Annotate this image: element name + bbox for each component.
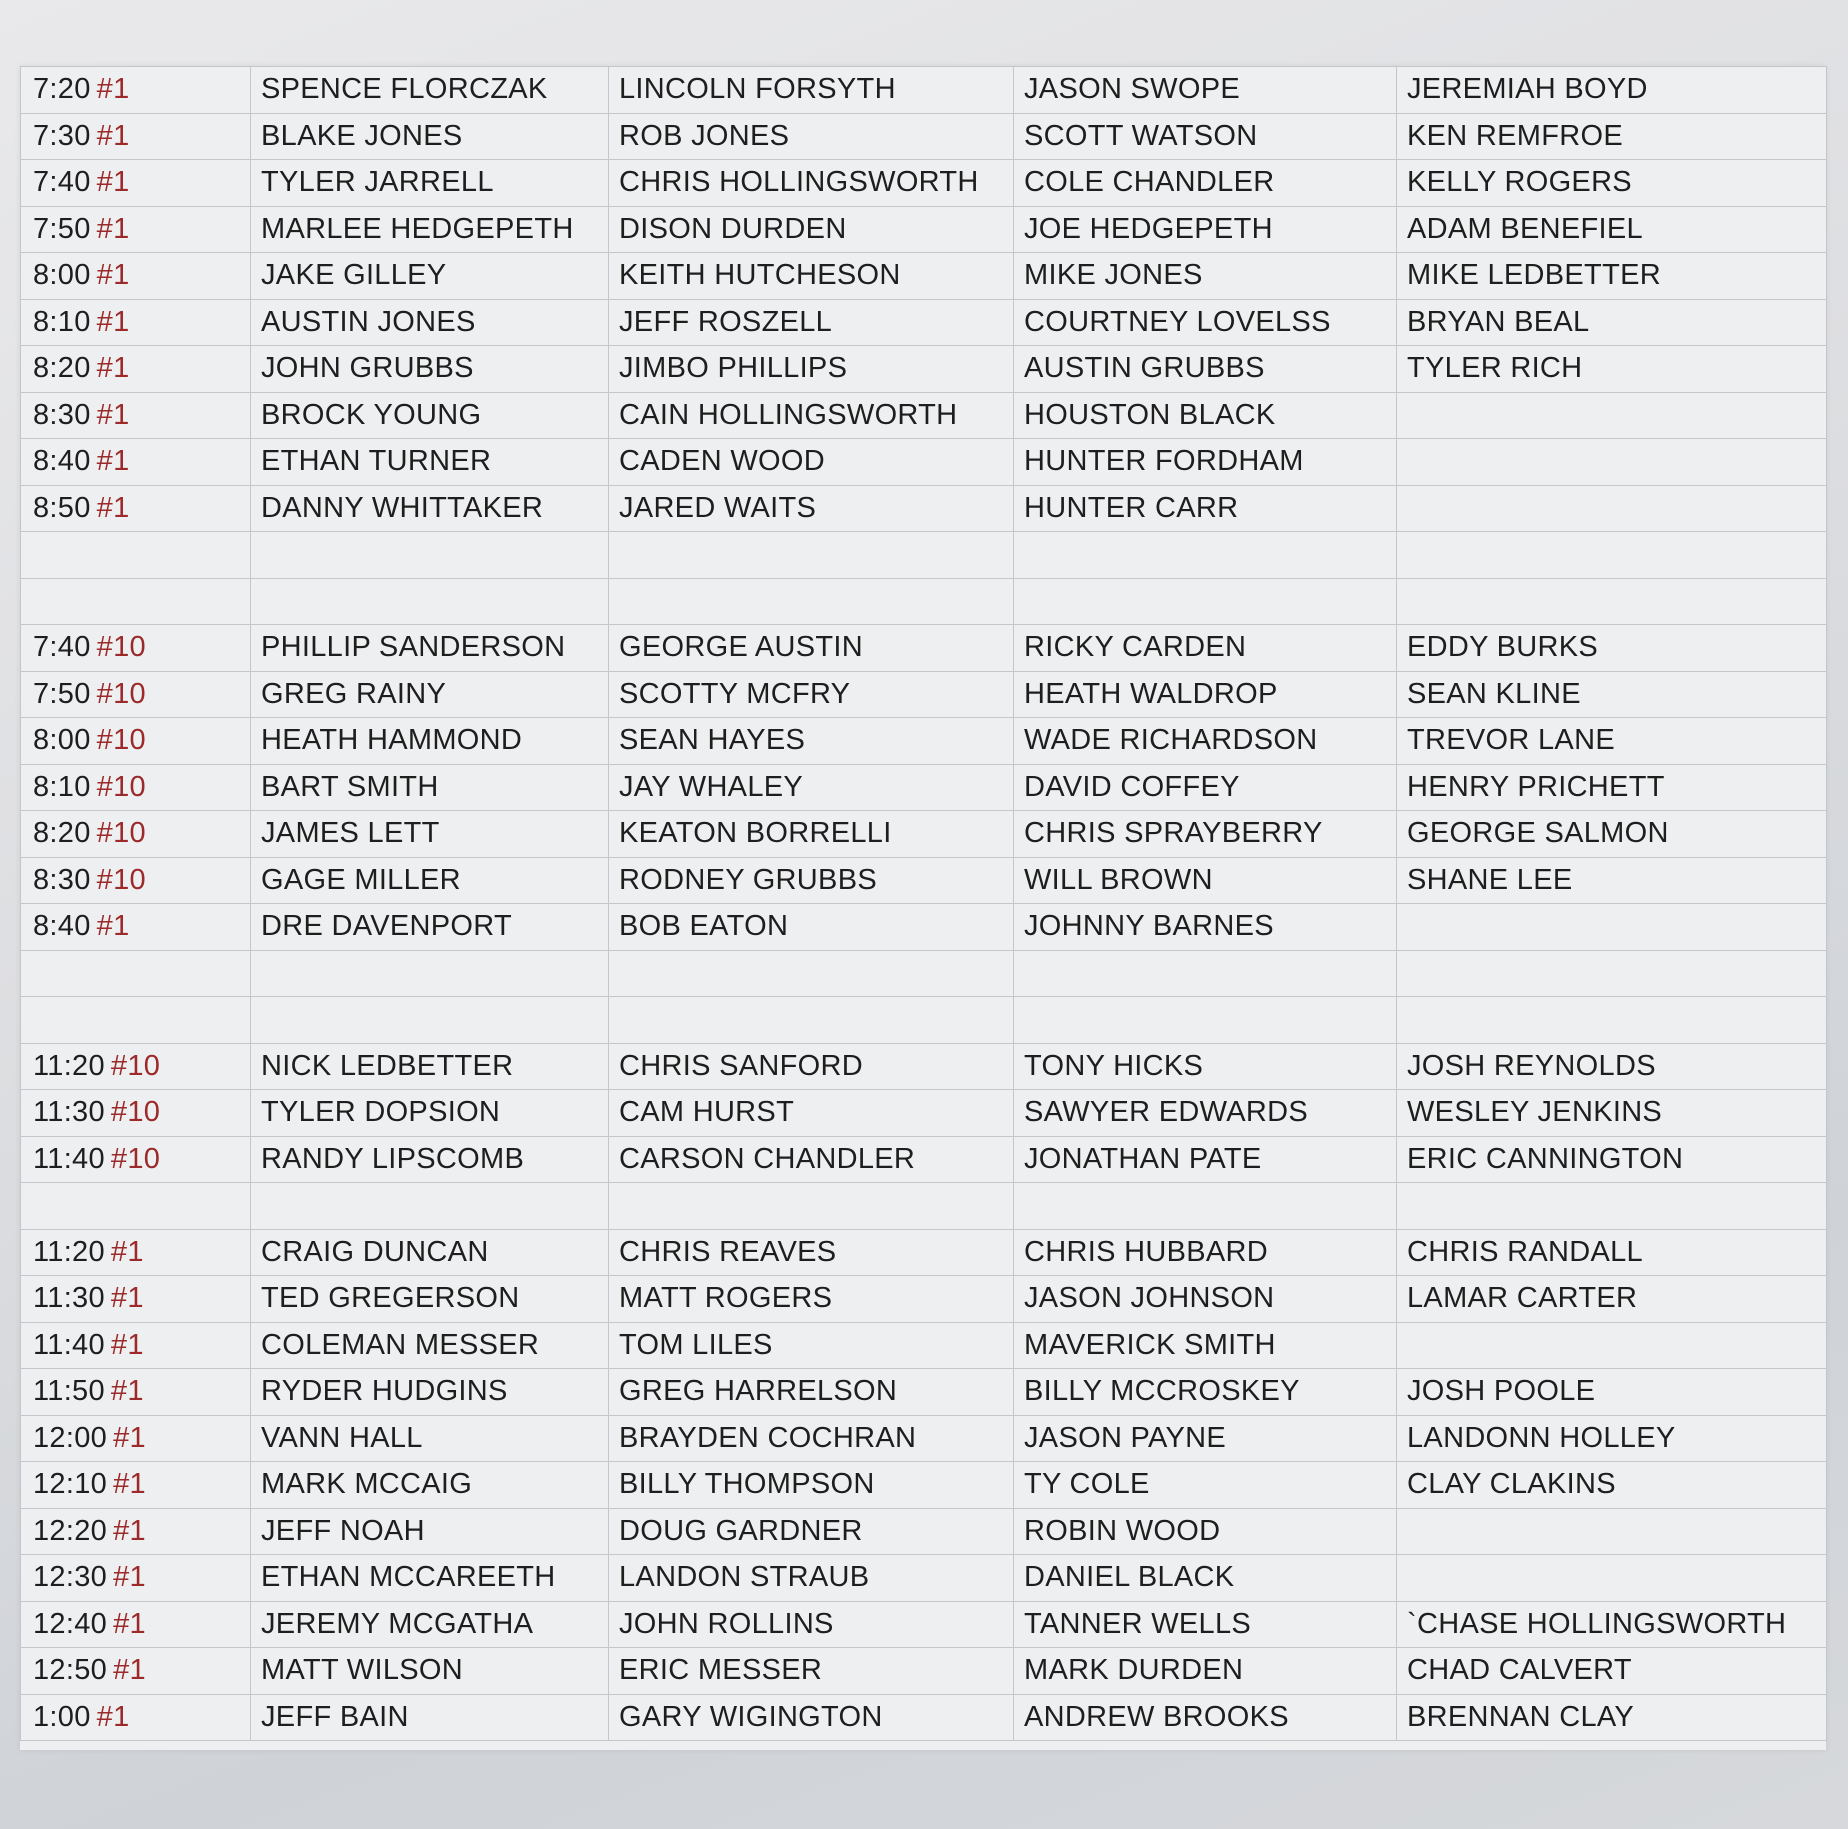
- tee-time: 7:40: [33, 631, 91, 664]
- player-name-4: CHRIS RANDALL: [1397, 1229, 1827, 1276]
- blank-row: [21, 997, 1827, 1044]
- tee-time-cell: [21, 625, 251, 672]
- player-name-1: GREG RAINY: [251, 671, 609, 718]
- player-name-4: [1397, 1555, 1827, 1602]
- starting-hole: #1: [96, 352, 130, 385]
- player-name-2: RODNEY GRUBBS: [609, 857, 1014, 904]
- tee-time-cell: [21, 299, 251, 346]
- tee-time: 12:20: [33, 1514, 108, 1547]
- player-name-1: NICK LEDBETTER: [251, 1043, 609, 1090]
- tee-time: 8:30: [33, 863, 91, 896]
- tee-time-row: [21, 485, 1827, 532]
- blank-row: [21, 950, 1827, 997]
- player-name-3: RICKY CARDEN: [1014, 625, 1397, 672]
- tee-time-row: [21, 1090, 1827, 1137]
- player-name-4: [1397, 904, 1827, 951]
- tee-time-cell: [21, 811, 251, 858]
- player-name-2: CARSON CHANDLER: [609, 1136, 1014, 1183]
- tee-time: 12:10: [33, 1468, 108, 1501]
- tee-time-row: [21, 299, 1827, 346]
- starting-hole: #1: [110, 1328, 144, 1361]
- player-name-2: SCOTTY MCFRY: [609, 671, 1014, 718]
- player-name-1: COLEMAN MESSER: [251, 1322, 609, 1369]
- blank-cell: [21, 997, 251, 1044]
- player-name-1: BLAKE JONES: [251, 113, 609, 160]
- tee-time-row: [21, 346, 1827, 393]
- tee-time-cell: [21, 671, 251, 718]
- starting-hole: #10: [110, 1049, 161, 1082]
- player-name-2: BOB EATON: [609, 904, 1014, 951]
- starting-hole: #1: [96, 212, 130, 245]
- player-name-3: MIKE JONES: [1014, 253, 1397, 300]
- blank-cell: [609, 997, 1014, 1044]
- player-name-3: JASON PAYNE: [1014, 1415, 1397, 1462]
- starting-hole: #1: [96, 445, 130, 478]
- player-name-1: JOHN GRUBBS: [251, 346, 609, 393]
- player-name-4: [1397, 1508, 1827, 1555]
- player-name-4: SHANE LEE: [1397, 857, 1827, 904]
- tee-time-cell: [21, 1043, 251, 1090]
- player-name-1: GAGE MILLER: [251, 857, 609, 904]
- starting-hole: #1: [96, 259, 130, 292]
- tee-time: 7:50: [33, 677, 91, 710]
- tee-time: 8:00: [33, 724, 91, 757]
- tee-time-cell: [21, 718, 251, 765]
- blank-cell: [1014, 532, 1397, 579]
- tee-time-cell: [21, 1369, 251, 1416]
- starting-hole: #10: [96, 817, 146, 850]
- tee-time-row: [21, 1136, 1827, 1183]
- blank-cell: [609, 950, 1014, 997]
- player-name-2: ERIC MESSER: [609, 1648, 1014, 1695]
- player-name-2: SEAN HAYES: [609, 718, 1014, 765]
- player-name-4: [1397, 392, 1827, 439]
- player-name-3: BILLY MCCROSKEY: [1014, 1369, 1397, 1416]
- tee-time: 7:20: [33, 73, 91, 106]
- tee-time-cell: [21, 485, 251, 532]
- player-name-2: MATT ROGERS: [609, 1276, 1014, 1323]
- tee-time-row: [21, 206, 1827, 253]
- tee-time-row: [21, 857, 1827, 904]
- tee-time-row: [21, 1369, 1827, 1416]
- tee-time-row: [21, 811, 1827, 858]
- tee-time-cell: [21, 1276, 251, 1323]
- player-name-4: HENRY PRICHETT: [1397, 764, 1827, 811]
- blank-cell: [21, 578, 251, 625]
- player-name-4: [1397, 485, 1827, 532]
- player-name-1: TYLER JARRELL: [251, 160, 609, 207]
- player-name-3: TY COLE: [1014, 1462, 1397, 1509]
- blank-cell: [1014, 1183, 1397, 1230]
- tee-time: 11:20: [33, 1235, 105, 1268]
- player-name-2: KEITH HUTCHESON: [609, 253, 1014, 300]
- tee-time-row: [21, 1462, 1827, 1509]
- player-name-2: CAM HURST: [609, 1090, 1014, 1137]
- blank-cell: [251, 578, 609, 625]
- tee-time-row: [21, 253, 1827, 300]
- tee-time-cell: [21, 206, 251, 253]
- tee-time-cell: [21, 764, 251, 811]
- tee-time-cell: [21, 1508, 251, 1555]
- tee-time-table: [20, 66, 1827, 1741]
- player-name-3: CHRIS HUBBARD: [1014, 1229, 1397, 1276]
- player-name-4: ADAM BENEFIEL: [1397, 206, 1827, 253]
- player-name-3: HUNTER CARR: [1014, 485, 1397, 532]
- player-name-1: RYDER HUDGINS: [251, 1369, 609, 1416]
- player-name-4: CHAD CALVERT: [1397, 1648, 1827, 1695]
- player-name-1: JEFF BAIN: [251, 1694, 609, 1741]
- tee-time-cell: [21, 1555, 251, 1602]
- tee-time-row: [21, 1322, 1827, 1369]
- player-name-1: MARK MCCAIG: [251, 1462, 609, 1509]
- starting-hole: #1: [113, 1514, 146, 1547]
- tee-time-cell: [21, 113, 251, 160]
- tee-time-cell: [21, 1462, 251, 1509]
- player-name-1: BART SMITH: [251, 764, 609, 811]
- blank-row: [21, 578, 1827, 625]
- player-name-1: VANN HALL: [251, 1415, 609, 1462]
- tee-time: 11:30: [33, 1096, 105, 1129]
- starting-hole: #1: [96, 305, 130, 338]
- player-name-4: TREVOR LANE: [1397, 718, 1827, 765]
- tee-time: 11:20: [33, 1049, 105, 1082]
- tee-time-row: [21, 67, 1827, 114]
- tee-time-row: [21, 718, 1827, 765]
- blank-cell: [1397, 950, 1827, 997]
- tee-time: 12:50: [33, 1654, 108, 1687]
- player-name-3: DAVID COFFEY: [1014, 764, 1397, 811]
- player-name-1: ETHAN TURNER: [251, 439, 609, 486]
- player-name-3: MAVERICK SMITH: [1014, 1322, 1397, 1369]
- tee-time: 8:50: [33, 491, 91, 524]
- blank-cell: [609, 578, 1014, 625]
- starting-hole: #1: [110, 1282, 144, 1315]
- player-name-1: BROCK YOUNG: [251, 392, 609, 439]
- tee-time: 7:50: [33, 212, 91, 245]
- player-name-3: JASON SWOPE: [1014, 67, 1397, 114]
- tee-time-row: [21, 625, 1827, 672]
- blank-cell: [21, 532, 251, 579]
- player-name-4: TYLER RICH: [1397, 346, 1827, 393]
- starting-hole: #1: [96, 119, 130, 152]
- player-name-1: JAMES LETT: [251, 811, 609, 858]
- tee-time-cell: [21, 392, 251, 439]
- player-name-3: AUSTIN GRUBBS: [1014, 346, 1397, 393]
- blank-cell: [609, 532, 1014, 579]
- blank-cell: [1014, 997, 1397, 1044]
- starting-hole: #10: [110, 1142, 161, 1175]
- printed-sheet: [20, 66, 1826, 1750]
- tee-time-row: [21, 1648, 1827, 1695]
- starting-hole: #1: [96, 910, 130, 943]
- player-name-2: GARY WIGINGTON: [609, 1694, 1014, 1741]
- tee-time-row: [21, 1694, 1827, 1741]
- starting-hole: #1: [110, 1235, 144, 1268]
- player-name-2: CHRIS REAVES: [609, 1229, 1014, 1276]
- player-name-3: SAWYER EDWARDS: [1014, 1090, 1397, 1137]
- player-name-4: EDDY BURKS: [1397, 625, 1827, 672]
- tee-time-row: [21, 1555, 1827, 1602]
- player-name-4: CLAY CLAKINS: [1397, 1462, 1827, 1509]
- player-name-3: HUNTER FORDHAM: [1014, 439, 1397, 486]
- player-name-1: PHILLIP SANDERSON: [251, 625, 609, 672]
- player-name-1: DRE DAVENPORT: [251, 904, 609, 951]
- player-name-1: TED GREGERSON: [251, 1276, 609, 1323]
- player-name-2: TOM LILES: [609, 1322, 1014, 1369]
- player-name-1: TYLER DOPSION: [251, 1090, 609, 1137]
- blank-cell: [1397, 532, 1827, 579]
- starting-hole: #1: [113, 1468, 146, 1501]
- starting-hole: #1: [96, 1700, 130, 1733]
- starting-hole: #10: [110, 1096, 161, 1129]
- player-name-3: ANDREW BROOKS: [1014, 1694, 1397, 1741]
- player-name-4: BRYAN BEAL: [1397, 299, 1827, 346]
- player-name-3: HEATH WALDROP: [1014, 671, 1397, 718]
- player-name-4: SEAN KLINE: [1397, 671, 1827, 718]
- blank-cell: [609, 1183, 1014, 1230]
- tee-time: 11:40: [33, 1328, 105, 1361]
- player-name-2: BRAYDEN COCHRAN: [609, 1415, 1014, 1462]
- player-name-4: BRENNAN CLAY: [1397, 1694, 1827, 1741]
- tee-time: 8:10: [33, 305, 91, 338]
- player-name-4: WESLEY JENKINS: [1397, 1090, 1827, 1137]
- tee-time-cell: [21, 857, 251, 904]
- tee-time-cell: [21, 1601, 251, 1648]
- tee-time-row: [21, 1229, 1827, 1276]
- player-name-3: WADE RICHARDSON: [1014, 718, 1397, 765]
- player-name-3: JOHNNY BARNES: [1014, 904, 1397, 951]
- player-name-4: [1397, 1322, 1827, 1369]
- starting-hole: #10: [96, 863, 146, 896]
- player-name-4: JOSH REYNOLDS: [1397, 1043, 1827, 1090]
- player-name-3: COLE CHANDLER: [1014, 160, 1397, 207]
- player-name-4: LANDONN HOLLEY: [1397, 1415, 1827, 1462]
- tee-time-row: [21, 392, 1827, 439]
- player-name-2: BILLY THOMPSON: [609, 1462, 1014, 1509]
- player-name-1: JEFF NOAH: [251, 1508, 609, 1555]
- player-name-3: JONATHAN PATE: [1014, 1136, 1397, 1183]
- player-name-2: DOUG GARDNER: [609, 1508, 1014, 1555]
- starting-hole: #1: [110, 1375, 144, 1408]
- player-name-1: CRAIG DUNCAN: [251, 1229, 609, 1276]
- player-name-2: CHRIS SANFORD: [609, 1043, 1014, 1090]
- tee-time: 8:40: [33, 445, 91, 478]
- tee-time-cell: [21, 904, 251, 951]
- starting-hole: #10: [96, 724, 146, 757]
- tee-time: 8:30: [33, 398, 91, 431]
- blank-cell: [251, 532, 609, 579]
- player-name-1: ETHAN MCCAREETH: [251, 1555, 609, 1602]
- tee-time-cell: [21, 1136, 251, 1183]
- starting-hole: #1: [113, 1421, 146, 1454]
- player-name-4: LAMAR CARTER: [1397, 1276, 1827, 1323]
- tee-time: 8:20: [33, 817, 91, 850]
- starting-hole: #1: [96, 166, 130, 199]
- starting-hole: #1: [113, 1607, 146, 1640]
- player-name-3: DANIEL BLACK: [1014, 1555, 1397, 1602]
- tee-time-row: [21, 1276, 1827, 1323]
- player-name-2: ROB JONES: [609, 113, 1014, 160]
- player-name-2: JOHN ROLLINS: [609, 1601, 1014, 1648]
- blank-cell: [251, 950, 609, 997]
- blank-cell: [21, 950, 251, 997]
- tee-time: 11:50: [33, 1375, 105, 1408]
- tee-time: 12:00: [33, 1421, 108, 1454]
- tee-time-cell: [21, 1229, 251, 1276]
- tee-time-row: [21, 904, 1827, 951]
- player-name-2: JAY WHALEY: [609, 764, 1014, 811]
- tee-time-cell: [21, 346, 251, 393]
- tee-time: 8:00: [33, 259, 91, 292]
- tee-time-row: [21, 160, 1827, 207]
- player-name-4: ERIC CANNINGTON: [1397, 1136, 1827, 1183]
- tee-time: 7:30: [33, 119, 91, 152]
- starting-hole: #10: [96, 770, 146, 803]
- player-name-4: KELLY ROGERS: [1397, 160, 1827, 207]
- tee-time-row: [21, 1415, 1827, 1462]
- tee-time: 12:40: [33, 1607, 108, 1640]
- blank-cell: [21, 1183, 251, 1230]
- blank-row: [21, 532, 1827, 579]
- player-name-2: DISON DURDEN: [609, 206, 1014, 253]
- player-name-3: CHRIS SPRAYBERRY: [1014, 811, 1397, 858]
- tee-time-row: [21, 1043, 1827, 1090]
- player-name-2: CAIN HOLLINGSWORTH: [609, 392, 1014, 439]
- tee-time: 1:00: [33, 1700, 91, 1733]
- starting-hole: #1: [113, 1654, 146, 1687]
- tee-time: 11:40: [33, 1142, 105, 1175]
- player-name-3: WILL BROWN: [1014, 857, 1397, 904]
- tee-time-row: [21, 671, 1827, 718]
- player-name-1: MATT WILSON: [251, 1648, 609, 1695]
- tee-time-cell: [21, 1694, 251, 1741]
- player-name-3: JOE HEDGEPETH: [1014, 206, 1397, 253]
- player-name-4: [1397, 439, 1827, 486]
- tee-time-row: [21, 113, 1827, 160]
- tee-time: 8:20: [33, 352, 91, 385]
- player-name-2: CADEN WOOD: [609, 439, 1014, 486]
- blank-cell: [251, 997, 609, 1044]
- player-name-3: JASON JOHNSON: [1014, 1276, 1397, 1323]
- starting-hole: #1: [96, 491, 130, 524]
- tee-time-cell: [21, 1090, 251, 1137]
- tee-time: 7:40: [33, 166, 91, 199]
- blank-cell: [1014, 950, 1397, 997]
- tee-time: 8:40: [33, 910, 91, 943]
- starting-hole: #10: [96, 677, 146, 710]
- player-name-4: JOSH POOLE: [1397, 1369, 1827, 1416]
- player-name-2: GEORGE AUSTIN: [609, 625, 1014, 672]
- player-name-3: ROBIN WOOD: [1014, 1508, 1397, 1555]
- player-name-4: `CHASE HOLLINGSWORTH: [1397, 1601, 1827, 1648]
- player-name-4: KEN REMFROE: [1397, 113, 1827, 160]
- tee-time: 8:10: [33, 770, 91, 803]
- player-name-2: KEATON BORRELLI: [609, 811, 1014, 858]
- tee-time-row: [21, 439, 1827, 486]
- tee-time-cell: [21, 1322, 251, 1369]
- player-name-3: TONY HICKS: [1014, 1043, 1397, 1090]
- player-name-2: GREG HARRELSON: [609, 1369, 1014, 1416]
- blank-cell: [1397, 997, 1827, 1044]
- tee-time-row: [21, 764, 1827, 811]
- tee-time: 11:30: [33, 1282, 105, 1315]
- tee-time-cell: [21, 253, 251, 300]
- tee-time-cell: [21, 1415, 251, 1462]
- player-name-2: JIMBO PHILLIPS: [609, 346, 1014, 393]
- player-name-2: JEFF ROSZELL: [609, 299, 1014, 346]
- player-name-3: SCOTT WATSON: [1014, 113, 1397, 160]
- player-name-1: JEREMY MCGATHA: [251, 1601, 609, 1648]
- player-name-1: SPENCE FLORCZAK: [251, 67, 609, 114]
- blank-cell: [1014, 578, 1397, 625]
- starting-hole: #1: [96, 398, 130, 431]
- tee-time-cell: [21, 439, 251, 486]
- player-name-2: JARED WAITS: [609, 485, 1014, 532]
- player-name-1: MARLEE HEDGEPETH: [251, 206, 609, 253]
- player-name-1: RANDY LIPSCOMB: [251, 1136, 609, 1183]
- blank-cell: [1397, 1183, 1827, 1230]
- tee-time-row: [21, 1508, 1827, 1555]
- player-name-3: TANNER WELLS: [1014, 1601, 1397, 1648]
- tee-time: 12:30: [33, 1561, 108, 1594]
- tee-time-cell: [21, 67, 251, 114]
- blank-row: [21, 1183, 1827, 1230]
- player-name-2: LINCOLN FORSYTH: [609, 67, 1014, 114]
- blank-cell: [1397, 578, 1827, 625]
- starting-hole: #10: [96, 631, 146, 664]
- player-name-4: GEORGE SALMON: [1397, 811, 1827, 858]
- tee-time-rows: [21, 67, 1827, 1741]
- player-name-3: MARK DURDEN: [1014, 1648, 1397, 1695]
- tee-time-cell: [21, 160, 251, 207]
- player-name-4: JEREMIAH BOYD: [1397, 67, 1827, 114]
- player-name-1: DANNY WHITTAKER: [251, 485, 609, 532]
- player-name-3: COURTNEY LOVELSS: [1014, 299, 1397, 346]
- player-name-2: CHRIS HOLLINGSWORTH: [609, 160, 1014, 207]
- player-name-1: HEATH HAMMOND: [251, 718, 609, 765]
- player-name-1: AUSTIN JONES: [251, 299, 609, 346]
- tee-time-cell: [21, 1648, 251, 1695]
- tee-time-row: [21, 1601, 1827, 1648]
- starting-hole: #1: [113, 1561, 146, 1594]
- player-name-3: HOUSTON BLACK: [1014, 392, 1397, 439]
- blank-cell: [251, 1183, 609, 1230]
- player-name-4: MIKE LEDBETTER: [1397, 253, 1827, 300]
- player-name-2: LANDON STRAUB: [609, 1555, 1014, 1602]
- starting-hole: #1: [96, 73, 130, 106]
- player-name-1: JAKE GILLEY: [251, 253, 609, 300]
